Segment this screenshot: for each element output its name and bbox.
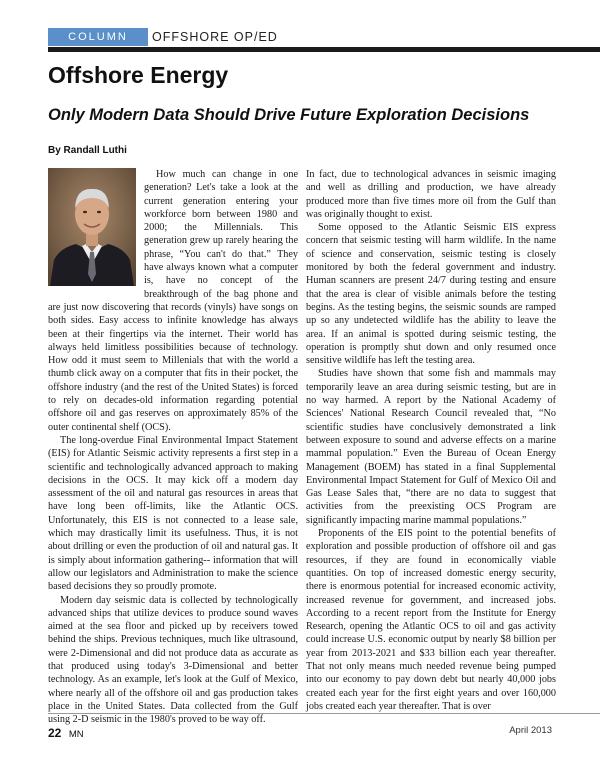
- article-subtitle: Only Modern Data Should Drive Future Exploration Decisions: [48, 106, 530, 124]
- paragraph: Modern day seismic data is collected by technologically advanced ships that utilize devices to produce sound waves aimed at the sea floor and picked up by receivers towed behind the ships. Previous techniques, much like ultrasound, were 2-Dimensional and did not produce data as accurate as that produced using today's 3-Dimensional and better technology. As an example, let's look at the Gulf of Mexico, where nearly all of the offshore oil and gas production takes place in the United States. Data collected from the Gulf using 2-D seismic in the 1980's proved to be way off.: [48, 594, 298, 726]
- paragraph: Some opposed to the Atlantic Seismic EIS express concern that seismic testing will harm wildlife. In the name of science and conservation, seismic testing is closely monitored by both the federal government and industry. Human scanners are present 24/7 during testing and ensure that the area is clear of visible animals before the testing begins. As the testing begins, the seismic sounds are ramped up so any undetected wildlife has the ability to leave the area. If an animal is spotted during seismic testing, the operation is promptly shut down and only resumed once sensitive wildlife has left the testing area.: [306, 222, 556, 367]
- issue-date: April 2013: [509, 725, 552, 736]
- paragraph: In fact, due to technological advances in seismic imaging and well as drilling and production, we have already produced more than five times more oil from the Gulf than was originally thought to exist.: [306, 169, 556, 220]
- paragraph: How much can change in one generation? Let's take a look at the current generation entering your workforce born between 1980 and 2000; the Millennials. This generation grew up rarely hearing the phrase, “You can't do that.” They have always known what a computer is, have no concept of the breakthrough of the bag phone and are just now discovering that records (vinyls) have songs on both sides. Easy access to infinite knowledge has always been at their fingertips via the internet. Their world has always held limitless possibilities because of technology. How odd it must seem to Millenials that with the world a thumb click away on a computer that fits in their pocket, the offshore industry (and the rest of the United States) is forced to rely on decades-old information regarding potential offshore oil and gas reserves on approximately 85% of the outer continental shelf (OCS).: [48, 169, 298, 433]
- page-footer: [48, 724, 84, 742]
- header-rule: [48, 47, 600, 52]
- article-title: Offshore Energy: [48, 62, 229, 88]
- paragraph: The long-overdue Final Environmental Impact Statement (EIS) for Atlantic Seismic activity represents a first step in a scientific and technologically advanced approach to making decisions in the OCS. It may kick off a modern day assessment of the oil and natural gas resources in areas that have long been off-limits, like the Atlantic OCS. Unfortunately, this EIS is not connected to a lease sale, which may drastically limit its usefulness. Thus, it is not about drilling or even the production of oil and natural gas. It is simply about information gathering-- information that will allow our legislators and Administration to make the science based decisions they so proudly promote.: [48, 434, 298, 593]
- section-label: OFFSHORE OP/ED: [152, 30, 278, 44]
- paragraph: Proponents of the EIS point to the potential benefits of exploration and possible production of offshore oil and gas resources, if they are found in economically viable quantities. On top of increased domestic energy security, there is enormous potential for increased economic activity, increased revenue for government, and increased jobs. According to a recent report from the Institute for Energy Research, opening the Atlantic OCS to oil and gas activity could increase U.S. economic output by nearly $8 billion per year from 2013-2021 and $33 billion each year thereafter. That not only means much needed revenue being pumped into our economy to pay down debt but nearly 40,000 jobs created each year for the first eight years and over 160,000 jobs created each year thereafter. That is over: [306, 528, 556, 712]
- publication-name: MN: [68, 729, 84, 740]
- left-column: [48, 168, 298, 726]
- column-header-bar: [48, 28, 600, 46]
- column-tag: COLUMN: [48, 28, 148, 46]
- footer-rule: [48, 713, 600, 714]
- page-number: 22: [48, 726, 62, 740]
- byline: By Randall Luthi: [48, 145, 127, 156]
- right-column: [306, 168, 556, 712]
- paragraph: Studies have shown that some fish and mammals may temporarily leave an area during seismic testing, but are in no way harmed. A report by the National Academy of Sciences' National Research Council revealed that, “No scientific studies have conclusively demonstrated a link between exposure to sound and adverse effects on a marine mammal population.” Even the Bureau of Ocean Energy Management (BOEM) has stated in a final Supplemental Environmental Impact Statement for Gulf of Mexico Oil and Gas Lease Sales that, “there are no data to suggest that activities from the preexisting OCS Program are significantly impacting marine mammal populations.”: [306, 368, 556, 526]
- author-photo: [48, 168, 136, 286]
